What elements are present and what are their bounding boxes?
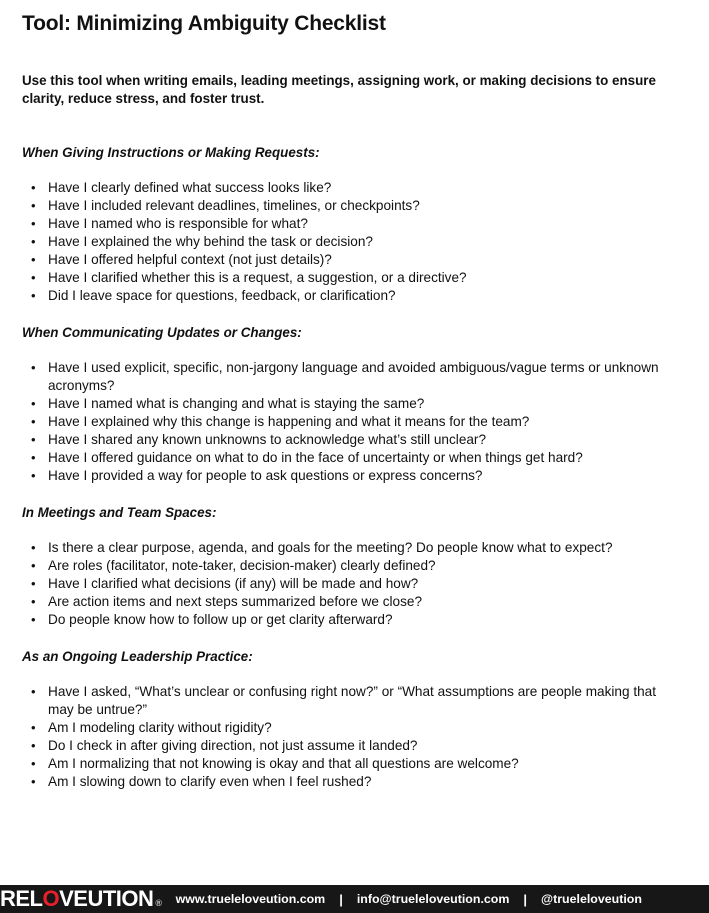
checklist [22, 359, 682, 485]
section-updates [22, 324, 682, 485]
list-item: • Have I provided a way for people to ask questions or express concerns? [31, 468, 483, 483]
list-item: • Have I explained why this change is happening and what it means for the team? [31, 414, 530, 429]
bullet-icon: • [31, 216, 36, 231]
bullet-icon: • [31, 432, 36, 447]
bullet-icon: • [31, 684, 36, 699]
list-item: • Did I leave space for questions, feedback, or clarification? [31, 288, 396, 303]
website-link[interactable]: www.trueleloveution.com [175, 892, 326, 906]
section-heading: When Communicating Updates or Changes: [22, 325, 302, 340]
email-link[interactable]: info@trueleloveution.com [356, 892, 510, 906]
checklist [22, 179, 682, 305]
social-handle-link[interactable]: @trueleloveution [541, 892, 642, 906]
bullet-icon: • [31, 576, 36, 591]
checklist [22, 683, 682, 791]
list-item: • Do people know how to follow up or get clarity afterward? [31, 612, 393, 627]
section-instructions [22, 144, 682, 305]
list-item: • Have I offered guidance on what to do in the face of uncertainty or when things get hard? [31, 450, 583, 465]
bullet-icon: • [31, 540, 36, 555]
list-item: • Have I named who is responsible for what? [31, 216, 308, 231]
bullet-icon: • [31, 180, 36, 195]
bullet-icon: • [31, 396, 36, 411]
section-leadership [22, 648, 682, 791]
list-item: • Am I normalizing that not knowing is okay and that all questions are welcome? [31, 756, 519, 771]
bullet-icon: • [31, 252, 36, 267]
list-item: • Do I check in after giving direction, not just assume it landed? [31, 738, 418, 753]
checklist [22, 539, 682, 629]
footer-separator: | [339, 891, 343, 907]
page-title: Tool: Minimizing Ambiguity Checklist [22, 12, 386, 35]
intro-text: Use this tool when writing emails, leading meetings, assigning work, or making decisions to ensure clarity, reduce stress, and foster trust. [22, 73, 656, 106]
section-meetings [22, 504, 682, 629]
section-heading: In Meetings and Team Spaces: [22, 505, 217, 520]
bullet-icon: • [31, 738, 36, 753]
list-item: • Am I modeling clarity without rigidity? [31, 720, 272, 735]
bullet-icon: • [31, 198, 36, 213]
bullet-icon: • [31, 414, 36, 429]
list-item: • Have I explained the why behind the task or decision? [31, 234, 373, 249]
bullet-icon: • [31, 612, 36, 627]
footer-bar [0, 885, 709, 913]
bullet-icon: • [31, 360, 36, 375]
bullet-icon: • [31, 234, 36, 249]
list-item: • Is there a clear purpose, agenda, and goals for the meeting? Do people know what to expect? [31, 540, 613, 555]
bullet-icon: • [31, 468, 36, 483]
brand-logo: REL O VEUTION ® [0, 886, 162, 911]
bullet-icon: • [31, 594, 36, 609]
bullet-icon: • [31, 756, 36, 771]
list-item: • Have I clarified whether this is a request, a suggestion, or a directive? [31, 270, 467, 285]
bullet-icon: • [31, 774, 36, 789]
section-heading: When Giving Instructions or Making Requests: [22, 145, 320, 160]
bullet-icon: • [31, 450, 36, 465]
bullet-icon: • [31, 720, 36, 735]
list-item: • Are action items and next steps summarized before we close? [31, 594, 423, 609]
section-heading: As an Ongoing Leadership Practice: [22, 649, 253, 664]
list-item: • Have I included relevant deadlines, timelines, or checkpoints? [31, 198, 420, 213]
list-item: • Are roles (facilitator, note-taker, decision-maker) clearly defined? [31, 558, 436, 573]
list-item: • Have I named what is changing and what is staying the same? [31, 396, 425, 411]
list-item: • Have I offered helpful context (not just details)? [31, 252, 332, 267]
bullet-icon: • [31, 288, 36, 303]
registered-mark-icon: ® [155, 898, 162, 908]
bullet-icon: • [31, 558, 36, 573]
list-item: • Have I shared any known unknowns to acknowledge what’s still unclear? [31, 432, 487, 447]
list-item: • Am I slowing down to clarify even when I feel rushed? [31, 774, 372, 789]
list-item: • Have I used explicit, specific, non-jargony language and avoided ambiguous/vague terms or unknown acronyms? [31, 360, 659, 393]
list-item: • Have I clarified what decisions (if any) will be made and how? [31, 576, 419, 591]
footer-separator: | [523, 891, 528, 907]
list-item: • Have I clearly defined what success looks like? [31, 180, 332, 195]
bullet-icon: • [31, 270, 36, 285]
list-item: • Have I asked, “What’s unclear or confusing right now?” or “What assumptions are people making that may be untrue?” [31, 684, 656, 717]
